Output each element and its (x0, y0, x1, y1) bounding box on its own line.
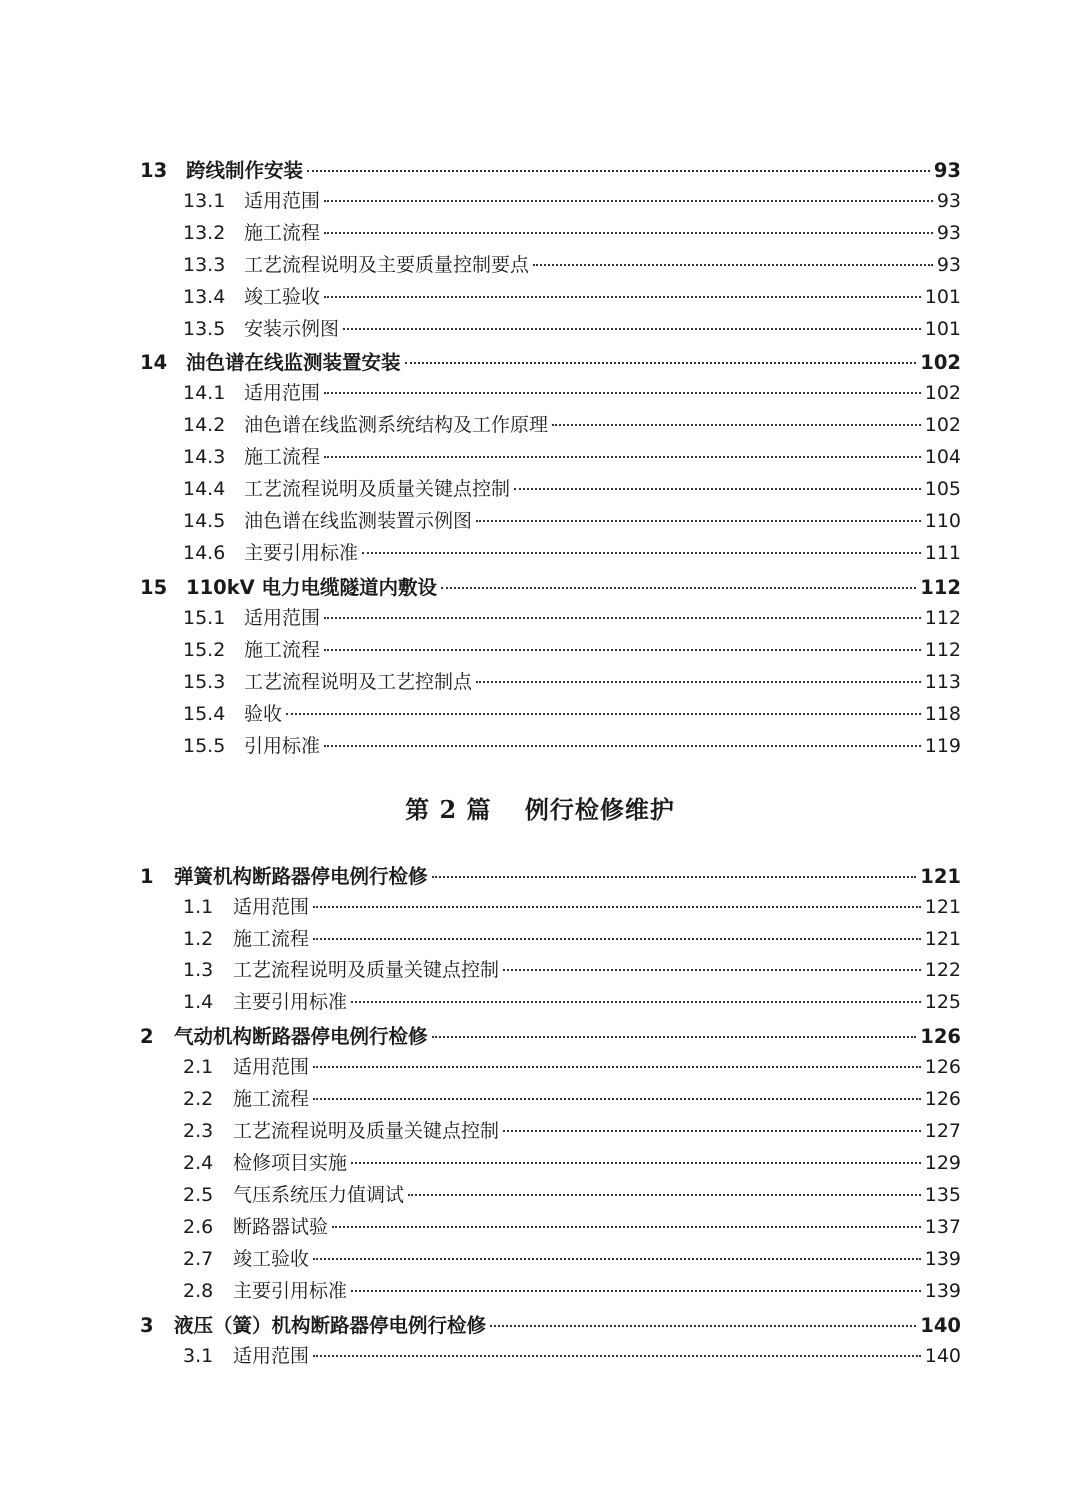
toc-entry-number: 14.3 (183, 446, 226, 468)
toc-entry-page: 139 (924, 1280, 961, 1302)
toc-leader-dots (351, 1001, 921, 1003)
toc-entry-title: 施工流程 (233, 1088, 310, 1110)
toc-entry-number: 2.7 (183, 1248, 214, 1270)
toc-leader-dots (313, 938, 921, 940)
toc-entry-title: 油色谱在线监测装置示例图 (244, 510, 473, 532)
toc-section-entry[interactable] (140, 667, 961, 697)
toc-entry-number: 15 (140, 576, 168, 599)
toc-leader-dots (313, 1258, 921, 1260)
toc-leader-dots (503, 969, 921, 971)
toc-entry-number: 2.6 (183, 1216, 214, 1238)
toc-entry-page: 111 (924, 542, 961, 564)
toc-entry-number: 3.1 (183, 1345, 214, 1367)
toc-entry-page: 112 (924, 639, 961, 661)
toc-entry-number: 2.2 (183, 1088, 214, 1110)
toc-chapter-entry[interactable] (140, 348, 961, 378)
toc-entry-number: 15.2 (183, 639, 226, 661)
toc-leader-dots (307, 170, 930, 172)
toc-section-entry[interactable] (140, 218, 961, 248)
toc-entry-page: 129 (924, 1152, 961, 1174)
toc-leader-dots (324, 649, 921, 651)
toc-entry-number: 14.1 (183, 382, 226, 404)
toc-entry-page: 118 (924, 703, 961, 725)
toc-entry-title: 适用范围 (244, 382, 321, 404)
toc-entry-title: 竣工验收 (233, 1248, 310, 1270)
toc-entry-title: 检修项目实施 (233, 1152, 348, 1174)
toc-section-entry[interactable] (140, 1276, 961, 1306)
toc-section-entry[interactable] (140, 1244, 961, 1274)
toc-entry-number: 14 (140, 351, 168, 374)
toc-leader-dots (343, 328, 921, 330)
toc-entry-number: 13.2 (183, 222, 226, 244)
toc-leader-dots (324, 456, 921, 458)
toc-leader-dots (514, 488, 921, 490)
toc-entry-title: 主要引用标准 (244, 542, 359, 564)
toc-leader-dots (432, 1036, 917, 1038)
toc-leader-dots (324, 232, 933, 234)
toc-leader-dots (503, 1130, 921, 1132)
toc-leader-dots (432, 876, 917, 878)
toc-entry-page: 93 (936, 190, 961, 212)
toc-entry-number: 15.5 (183, 735, 226, 757)
toc-entry-title: 工艺流程说明及质量关键点控制 (233, 959, 500, 981)
toc-entry-number: 14.2 (183, 414, 226, 436)
toc-entry-title: 适用范围 (233, 1056, 310, 1078)
toc-section-entry[interactable] (140, 1180, 961, 1210)
toc-leader-dots (405, 362, 917, 364)
toc-chapter-entry[interactable] (140, 1311, 961, 1341)
toc-entry-title: 工艺流程说明及质量关键点控制 (244, 478, 511, 500)
toc-entry-page: 139 (924, 1248, 961, 1270)
toc-entry-number: 2.3 (183, 1120, 214, 1142)
toc-entry-title: 工艺流程说明及质量关键点控制 (233, 1120, 500, 1142)
toc-entry-number: 1 (140, 865, 154, 888)
toc-entry-page: 137 (924, 1216, 961, 1238)
toc-leader-dots (351, 1290, 921, 1292)
toc-entry-number: 14.4 (183, 478, 226, 500)
toc-entry-page: 121 (924, 896, 961, 918)
toc-entry-page: 102 (924, 382, 961, 404)
toc-entry-title: 工艺流程说明及工艺控制点 (244, 671, 473, 693)
toc-entry-title: 安装示例图 (244, 318, 340, 340)
toc-leader-dots (351, 1162, 921, 1164)
toc-entry-number: 15.4 (183, 703, 226, 725)
toc-entry-number: 3 (140, 1314, 154, 1337)
part-label: 第 2 篇 (405, 795, 492, 824)
toc-entry-number: 1.4 (183, 991, 214, 1013)
toc-section-entry[interactable] (140, 1212, 961, 1242)
toc-entry-page: 112 (920, 576, 961, 599)
toc-leader-dots (313, 1355, 921, 1357)
toc-entry-page: 93 (933, 159, 961, 182)
toc-entry-page: 105 (924, 478, 961, 500)
toc-entry-title: 适用范围 (233, 1345, 310, 1367)
toc-section-entry[interactable] (140, 442, 961, 472)
toc-entry-page: 101 (924, 286, 961, 308)
toc-leader-dots (552, 424, 921, 426)
toc-entry-page: 102 (924, 414, 961, 436)
toc-leader-dots (476, 681, 921, 683)
toc-entry-number: 2.1 (183, 1056, 214, 1078)
toc-entry-page: 112 (924, 607, 961, 629)
toc-entry-title: 施工流程 (244, 639, 321, 661)
toc-section-entry[interactable] (140, 731, 961, 761)
toc-entry-page: 119 (924, 735, 961, 757)
toc-chapter-entry[interactable] (140, 1022, 961, 1052)
toc-entry-title: 断路器试验 (233, 1216, 329, 1238)
toc-leader-dots (441, 587, 916, 589)
toc-entry-number: 15.3 (183, 671, 226, 693)
toc-entry-title: 验收 (244, 703, 283, 725)
toc-entry-title: 施工流程 (244, 446, 321, 468)
toc-entry-number: 1.2 (183, 928, 214, 950)
toc-entry-page: 102 (920, 351, 961, 374)
toc-entry-title: 适用范围 (244, 190, 321, 212)
toc-section-entry[interactable] (140, 1341, 961, 1371)
toc-entry-title: 110kV 电力电缆隧道内敷设 (186, 576, 438, 599)
toc-entry-page: 125 (924, 991, 961, 1013)
toc-section-entry[interactable] (140, 506, 961, 536)
toc-entry-page: 121 (924, 928, 961, 950)
toc-entry-title: 弹簧机构断路器停电例行检修 (174, 865, 428, 888)
part-title: 例行检修维护 (524, 795, 675, 824)
toc-leader-dots (324, 745, 921, 747)
toc-leader-dots (490, 1325, 916, 1327)
toc-section-entry[interactable] (140, 1084, 961, 1114)
toc-chapter-entry[interactable] (140, 862, 961, 892)
toc-chapter-entry[interactable] (140, 573, 961, 603)
toc-entry-number: 2.5 (183, 1184, 214, 1206)
toc-entry-page: 135 (924, 1184, 961, 1206)
toc-entry-number: 13.4 (183, 286, 226, 308)
toc-entry-title: 气动机构断路器停电例行检修 (174, 1025, 428, 1048)
toc-leader-dots (408, 1194, 921, 1196)
toc-entry-title: 施工流程 (233, 928, 310, 950)
toc-entry-page: 126 (920, 1025, 961, 1048)
toc-section-entry[interactable] (140, 410, 961, 440)
toc-leader-dots (533, 264, 933, 266)
toc-entry-number: 14.5 (183, 510, 226, 532)
toc-entry-title: 气压系统压力值调试 (233, 1184, 405, 1206)
toc-entry-page: 126 (924, 1088, 961, 1110)
toc-entry-page: 121 (920, 865, 961, 888)
toc-section-entry[interactable] (140, 924, 961, 954)
toc-section-entry[interactable] (140, 314, 961, 344)
toc-entry-number: 13.3 (183, 254, 226, 276)
toc-leader-dots (324, 296, 921, 298)
toc-entry-page: 140 (920, 1314, 961, 1337)
toc-section-entry[interactable] (140, 955, 961, 985)
toc-entry-page: 93 (936, 254, 961, 276)
toc-entry-title: 引用标准 (244, 735, 321, 757)
toc-section-entry[interactable] (140, 1148, 961, 1178)
toc-entry-page: 127 (924, 1120, 961, 1142)
toc-section-entry[interactable] (140, 892, 961, 922)
toc-section-entry[interactable] (140, 635, 961, 665)
toc-entry-title: 适用范围 (244, 607, 321, 629)
toc-entry-page: 110 (924, 510, 961, 532)
toc-leader-dots (286, 713, 921, 715)
toc-section-entry[interactable] (140, 699, 961, 729)
toc-leader-dots (324, 617, 921, 619)
toc-leader-dots (324, 200, 933, 202)
toc-entry-number: 13.1 (183, 190, 226, 212)
toc-entry-title: 跨线制作安装 (186, 159, 304, 182)
toc-entry-title: 油色谱在线监测系统结构及工作原理 (244, 414, 549, 436)
toc-leader-dots (324, 392, 921, 394)
toc-section-entry[interactable] (140, 474, 961, 504)
toc-entry-title: 主要引用标准 (233, 1280, 348, 1302)
toc-leader-dots (332, 1226, 921, 1228)
toc-entry-title: 液压（簧）机构断路器停电例行检修 (174, 1314, 487, 1337)
toc-leader-dots (313, 1066, 921, 1068)
toc-entry-number: 1.3 (183, 959, 214, 981)
toc-entry-page: 122 (924, 959, 961, 981)
toc-entry-number: 2.4 (183, 1152, 214, 1174)
toc-section-entry[interactable] (140, 378, 961, 408)
toc-entry-title: 油色谱在线监测装置安装 (186, 351, 401, 374)
toc-section-entry[interactable] (140, 538, 961, 568)
toc-section-entry[interactable] (140, 1052, 961, 1082)
toc-leader-dots (362, 552, 921, 554)
toc-entry-page: 93 (936, 222, 961, 244)
toc-section-entry[interactable] (140, 186, 961, 216)
toc-section-entry[interactable] (140, 250, 961, 280)
toc-entry-page: 126 (924, 1056, 961, 1078)
toc-section-entry[interactable] (140, 282, 961, 312)
part-heading (0, 790, 1080, 830)
toc-chapter-entry[interactable] (140, 156, 961, 186)
toc-entry-title: 竣工验收 (244, 286, 321, 308)
toc-entry-number: 14.6 (183, 542, 226, 564)
toc-entry-title: 主要引用标准 (233, 991, 348, 1013)
toc-entry-number: 2.8 (183, 1280, 214, 1302)
toc-entry-number: 1.1 (183, 896, 214, 918)
toc-entry-title: 适用范围 (233, 896, 310, 918)
toc-leader-dots (313, 1098, 921, 1100)
toc-leader-dots (313, 906, 921, 908)
toc-entry-number: 2 (140, 1025, 154, 1048)
toc-entry-number: 15.1 (183, 607, 226, 629)
toc-section-entry[interactable] (140, 603, 961, 633)
toc-entry-title: 工艺流程说明及主要质量控制要点 (244, 254, 530, 276)
toc-section-entry[interactable] (140, 987, 961, 1017)
toc-leader-dots (476, 520, 921, 522)
toc-section-entry[interactable] (140, 1116, 961, 1146)
toc-entry-number: 13 (140, 159, 168, 182)
toc-entry-number: 13.5 (183, 318, 226, 340)
toc-entry-page: 101 (924, 318, 961, 340)
toc-entry-page: 113 (924, 671, 961, 693)
toc-entry-page: 140 (924, 1345, 961, 1367)
toc-entry-title: 施工流程 (244, 222, 321, 244)
toc-entry-page: 104 (924, 446, 961, 468)
